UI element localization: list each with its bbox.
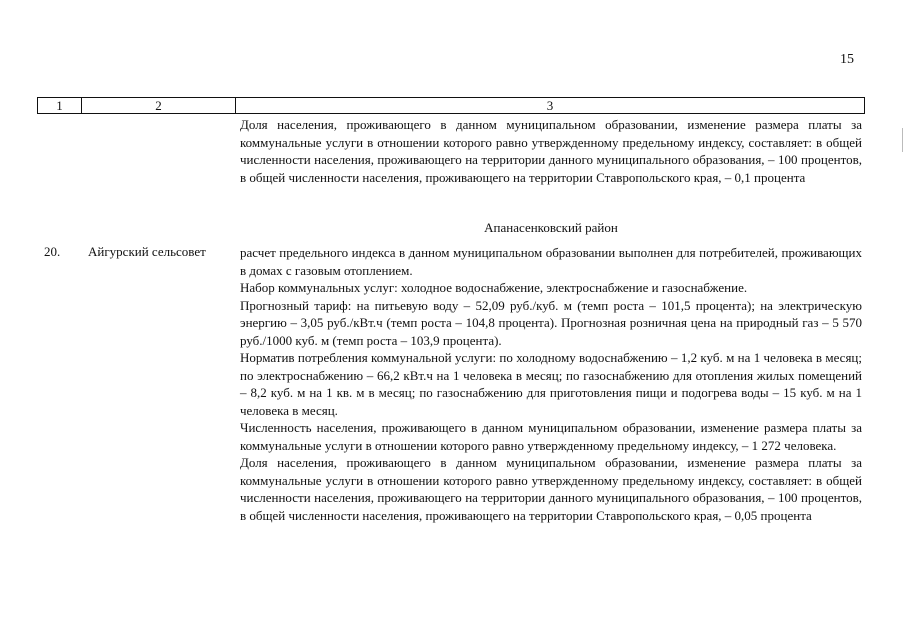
scan-margin-mark bbox=[902, 128, 903, 152]
entry-paragraph-services: Набор коммунальных услуг: холодное водоснабжение, электроснабжение и газоснабжение. bbox=[240, 280, 748, 295]
entry-number: 20. bbox=[44, 244, 61, 259]
entry-paragraph-calculation: расчет предельного индекса в данном муниципальном образовании выполнен для потребителей, проживающих в домах с газовым отоплением. bbox=[240, 245, 862, 278]
continuation-paragraph: Доля населения, проживающего в данном муниципальном образовании, изменение размера платы за коммунальные услуги в отношении которого равно утвержденному предельному индексу, составляет: в общей численности населения, проживающего на территории данного муниципального образования, – 100 процентов, в общей численности населения, проживающего на территории Ставропольского края, – 0,1 процента bbox=[240, 117, 862, 185]
table-header-row bbox=[37, 97, 865, 114]
entry-paragraph-share: Доля населения, проживающего в данном муниципальном образовании, изменение размера платы за коммунальные услуги в отношении которого равно утвержденному предельному индексу, составляет: в общей численности населения, проживающего на территории данного муниципального образования, – 100 процентов, в общей численности населения, проживающего на территории Ставропольского края, – 0,05 процента bbox=[240, 455, 862, 523]
page-number: 15 bbox=[840, 52, 854, 67]
continuation-text-block bbox=[240, 116, 862, 186]
table-header-col-1: 1 bbox=[38, 98, 82, 113]
entry-paragraph-norms: Норматив потребления коммунальной услуги: по холодному водоснабжению – 1,2 куб. м на 1 человека в месяц; по электроснабжению – 66,2 кВт.ч на 1 человека в месяц; по газоснабжению для отопления жилых помещений – 8,2 куб. м на 1 кв. м в месяц; по газоснабжению для приготовления пищи и подогрева воды – 15 куб. м на 1 человека в месяц. bbox=[240, 350, 862, 418]
table-header-col-2: 2 bbox=[82, 98, 236, 113]
entry-municipality-name: Айгурский сельсовет bbox=[88, 244, 206, 259]
district-heading: Апанасенковский район bbox=[484, 220, 618, 235]
entry-paragraph-population: Численность населения, проживающего в данном муниципальном образовании, изменение размера платы за коммунальные услуги в отношении которого равно утвержденному предельному индексу, – 1 272 человека. bbox=[240, 420, 862, 453]
entry-paragraph-tariff: Прогнозный тариф: на питьевую воду – 52,09 руб./куб. м (темп роста – 101,5 процента); на электрическую энергию – 3,05 руб./кВт.ч (темп роста – 104,8 процента). Прогнозная розничная цена на природный газ – 5 570 руб./1000 куб. м (темп роста – 103,9 процента). bbox=[240, 297, 862, 348]
entry-description bbox=[240, 244, 862, 524]
table-header-col-3: 3 bbox=[546, 98, 554, 113]
